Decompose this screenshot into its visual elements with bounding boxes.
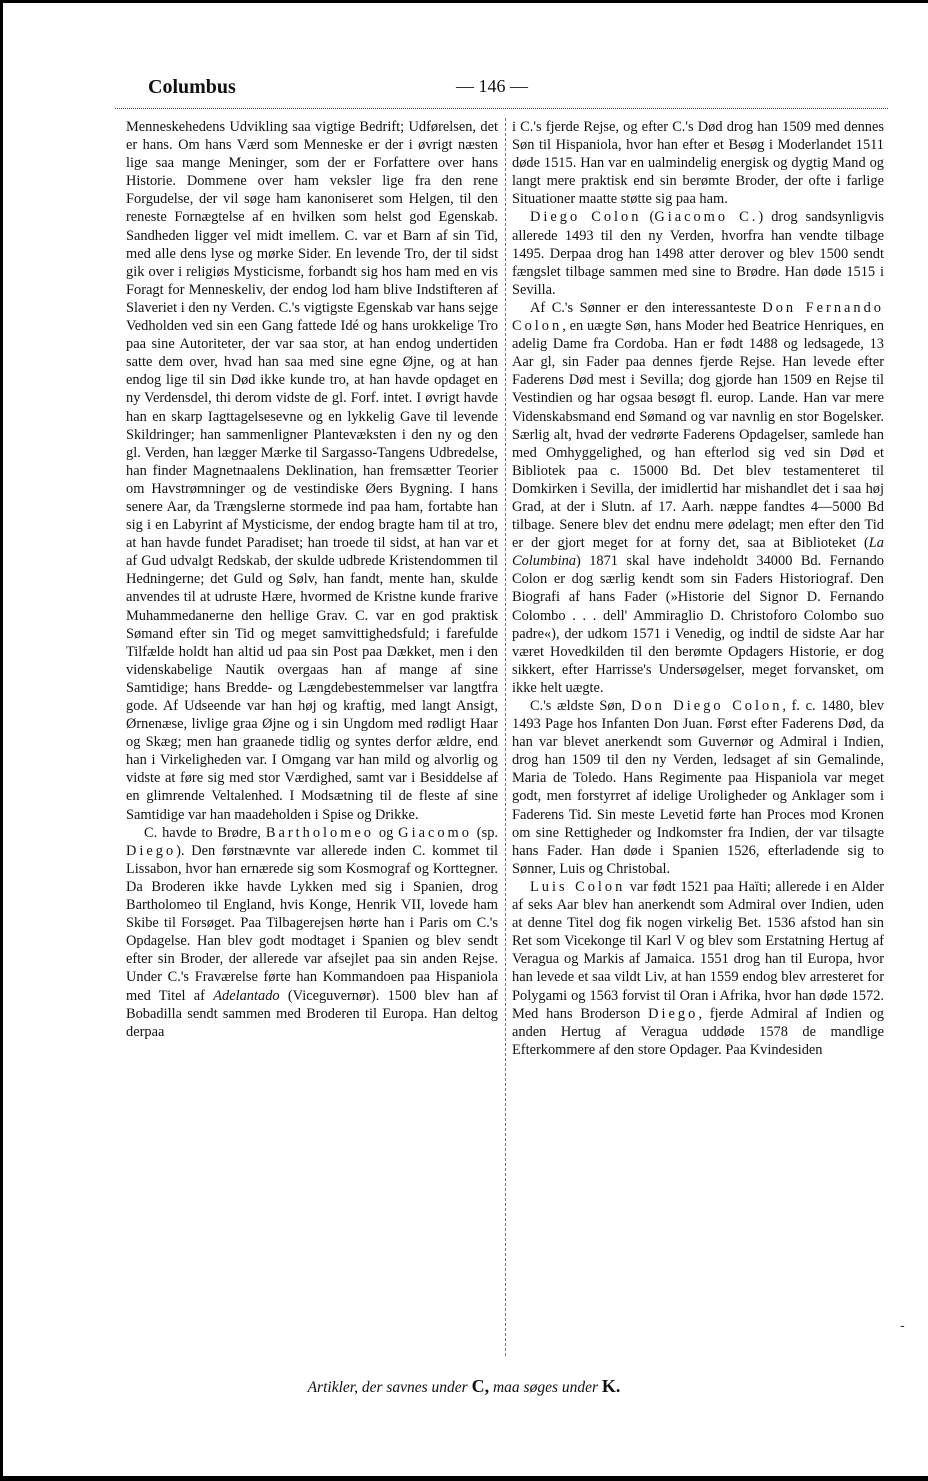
text-run: (sp. [471, 824, 498, 841]
text-run: C. havde to Brødre, [144, 824, 266, 841]
paragraph-continuation: Menneskehedens Udvikling saa vigtige Bedrift; Udførelsen, det er hans. Om hans Værd som Menneske er der i øvrigt næsten lige saa mange Meninger, som der er Forfattere over hans Historie. Dommene over ham veksler lige fra den rene Forgudelse, der vil søge ham kanoniseret som Helgen, til den reneste Fornægtelse af en hvilken som helst god Egenskab. Sandheden ligger vel midt imellem. C. var et Barn af sin Tid, med alle dens lyse og mørke Sider. En levende Tro, der til sidst gik over i religiøs Mysticisme, forbandt sig hos ham med en vis Foragt for Menneskeliv, der endog lod ham blive Indstifteren af Slaveriet i den ny Verden. C.'s vigtigste Egenskab var hans sejge Vedholden ved sin een Gang fattede Idé og hans urokkelige Tro paa sine Autoriteter, der var saa stor, at han endog undertiden satte dem over, hvad han saa med sine egne Øjne, og at han endog lige til sin Død ikke kunde tro, at han havde opdaget en ny Verdensdel, thi derom vidste de gl. Forf. intet. I øvrigt havde han en skarp Iagttagelsesevne og en lykkelig Gave til levende Skildringer; han sammenligner Plantevæksten i den ny og den gl. Verden, han lægger Mærke til Sargasso-Tangens Udbredelse, han finder Magnetnaalens Deklination, han fremsætter Teorier om Havstrømninger og de vestindiske Øers Bygning. I hans senere Aar, da Trængslerne stormede ind paa ham, fortabte han sig i en Labyrint af Mysticisme, der endog bragte ham til at tro, at han havde fundet Paradiset; han troede til sidst, at han var et af Gud udvalgt Redskab, der skulde udbrede Kristendommen til Hedningerne; det Guld og Sølv, han fandt, mente han, skulde anvendes til at udruste Hære, hvormed de Kristne kunde frarive Muhammedanerne den hellige Grav. C. var en god praktisk Sømand efter sin Tid og meget samvittighedsfuld; i farefulde Tilfælde holdt han altid ud paa sin Post paa Dækket, men i den videnskabelige Nautik overgaas han af mange af sine Samtidige; hans Bredde- og Længdebestemmelser var langtfra gode. Af Udseende var han høj og kraftig, med langt Ansigt, Ørnenæse, livlige graa Øjne og i sin Ungdom med rødligt Haar og Skæg; men han graanede tidlig og syntes derfor ældre, end han i Virkeligheden var. I Omgang var han mild og alvorlig og vidste at føre sig med stor Værdighed, samt var i Besiddelse af en glimrende Veltalenhed. I Modsætning til de fleste af sine Samtidige var han maadeholden i Spise og Drikke. [126, 119, 498, 823]
text-run: ( [641, 209, 655, 226]
text-run: (Viceguvernør). 1500 blev han af Bobadilla sendt sammen med Broderen til Europa. Han deltog derpaa [126, 987, 498, 1040]
paragraph [126, 824, 498, 1041]
paragraph [512, 299, 884, 697]
text-run: , f. c. 1480, blev 1493 Page hos Infanten Don Juan. Først efter Faderens Død, da han var blevet anerkendt som Guvernør og Admiral i Indien, drog han 1509 til den ny Verden, ledsaget af sin Gemalinde, Maria de Toledo. Hans Regimente paa Hispaniola var meget godt, men forstyrret af idelige Uroligheder og Anklager som i Faderens Tid. Sin meste Levetid førte han Proces mod Kronen om sine Rettigheder og Indkomster fra Indien, der var tilsagte hans Fader. Han døde i Spanien 1526, efterladende sig to Sønner, Luis og Christobal. [512, 698, 884, 877]
footer-letter-k: K. [601, 1376, 621, 1396]
page-number: — 146 — [456, 76, 528, 96]
column-separator [505, 118, 506, 1356]
text-run: C.'s ældste Søn, [530, 698, 632, 714]
scan-edge-left [0, 0, 3, 1481]
margin-mark: - [900, 1318, 905, 1334]
text-run: , fjerde Admiral af Indien og anden Hertug af Veragua uddøde 1578 de mandlige Efterkommere af den store Opdager. Paa Kvindesiden [512, 1005, 884, 1058]
spaced-name: Bartholomeo [265, 824, 374, 841]
footer-prefix: Artikler, der savnes under [307, 1379, 468, 1396]
spaced-name: Giacomo [398, 824, 472, 841]
left-column [126, 118, 498, 1356]
spaced-name: Diego [648, 1005, 699, 1022]
text-run: Af C.'s Sønner er den interessanteste [530, 299, 763, 316]
footer-note [0, 1376, 928, 1397]
text-run: , en uægte Søn, hans Moder hed Beatrice Henriques, en adelig Dame fra Cordoba. Han er født 1488 og ledsagede, 13 Aar gl, sin Fader paa dennes fjerde Rejse. Han levede efter Faderens Død mest i Sevilla; dog gjorde han 1509 en Rejse til Vestindien og har ogsaa besøgt fl. europ. Lande. Han var mere Videnskabsmand end Sømand og var navnlig en stor Bogelsker. Særlig alt, hvad der vedrørte Faderens Opdagelser, samlede han med Omhyggelighed, og han efterlod sig ved sin Død et Bibliotek paa c. 15000 Bd. Det blev testamenteret til Domkirken i Sevilla, der imidlertid har mishandlet det i saa høj Grad, at der i Slutn. af 17. Aarh. næppe fandtes 4—5000 Bd tilbage. Senere blev det endnu mere ødelagt; men efter den Tid er der gjort meget for at forny det, saa at Biblioteket ( [512, 318, 884, 552]
header-rule [115, 108, 888, 109]
footer-letter-c: C, [471, 1376, 490, 1396]
spaced-name: Giacomo C. [654, 209, 759, 226]
right-column [512, 118, 884, 1356]
spaced-name: Diego [126, 842, 177, 859]
scan-edge-top [0, 0, 928, 3]
text-run: ). Den førstnævnte var allerede inden C. kommet til Lissabon, hvor han ernærede sig som Kosmograf og Korttegner. Da Broderen ikke havde Lykken med sig i Spanien, drog Bartholomeo til England, hvis Konge, Henrik VII, lovede ham Skibe til Forsøget. Paa Tilbagerejsen hørte han i Paris om C.'s Opdagelse. Han blev godt modtaget i Spanien og blev sendt efter sin Broder, der allerede var afsejlet paa sin anden Rejse. Under C.'s Fraværelse førte han Kommandoen paa Hispaniola med Titel af [126, 842, 498, 1004]
spaced-name: Don Fernando Colon [512, 299, 884, 335]
italic-term: Adelantado [213, 987, 280, 1004]
italic-term: La Columbina [512, 535, 884, 570]
footer-middle: maa søges under [492, 1379, 599, 1396]
spaced-name: Don Diego Colon [631, 698, 783, 714]
paragraph [512, 878, 884, 1059]
spaced-name: Luis Colon [530, 878, 626, 895]
paragraph-continuation: i C.'s fjerde Rejse, og efter C.'s Død drog han 1509 med dennes Søn til Hispaniola, hvor han efter et Besøg i Moderlandet 1511 døde 1515. Han var en ualmindelig energisk og dygtig Mand og langt mere praktisk end sin berømte Broder, der ofte i farlige Situationer maatte støtte sig paa ham. [512, 119, 884, 208]
text-run: ) drog sandsynligvis allerede 1493 til den ny Verden, hvorfra han vendte tilbage 1495. Derpaa drog han 1498 atter derover og blev 1500 sendt fængslet tilbage sammen med sine to Brødre. Han døde 1515 i Sevilla. [512, 209, 884, 298]
paragraph [512, 208, 884, 298]
text-run: var født 1521 paa Haïti; allerede i en Alder af seks Aar blev han anerkendt som Admiral over Indien, uden at denne Titel dog fik nogen virkelig Bet. 1536 afstod han sin Ret som Vicekonge til Karl V og blev som Erstatning Hertug af Veragua og Markis af Jamaica. 1551 drog han til Europa, hvor han levede et saa vildt Liv, at han 1559 endog blev arresteret for Polygami og 1563 forvist til Oran i Afrika, hvor han døde 1572. Med hans Broderson [512, 878, 884, 1022]
text-run: og [374, 824, 399, 841]
paragraph [512, 697, 884, 878]
page-header [146, 76, 722, 102]
text-run: ) 1871 skal have indeholdt 34000 Bd. Fernando Colon er dog særlig kendt som sin Faders Historiograf. Den Biografi af hans Fader (»Historie del Signor D. Fernando Colombo . . . dell' Ammiraglio D. Christoforo Colombo suo padre«), der udkom 1571 i Venedig, og indtil de sidste Aar har været Hovedkilden til den berømte Opdagers Historie, er dog sikkert, efter Harrisse's Undersøgelser, meget forvansket, om ikke helt uægte. [512, 553, 884, 696]
scan-edge-bottom [0, 1476, 928, 1481]
spaced-name: Diego Colon [530, 209, 642, 226]
running-title: Columbus [148, 76, 236, 98]
